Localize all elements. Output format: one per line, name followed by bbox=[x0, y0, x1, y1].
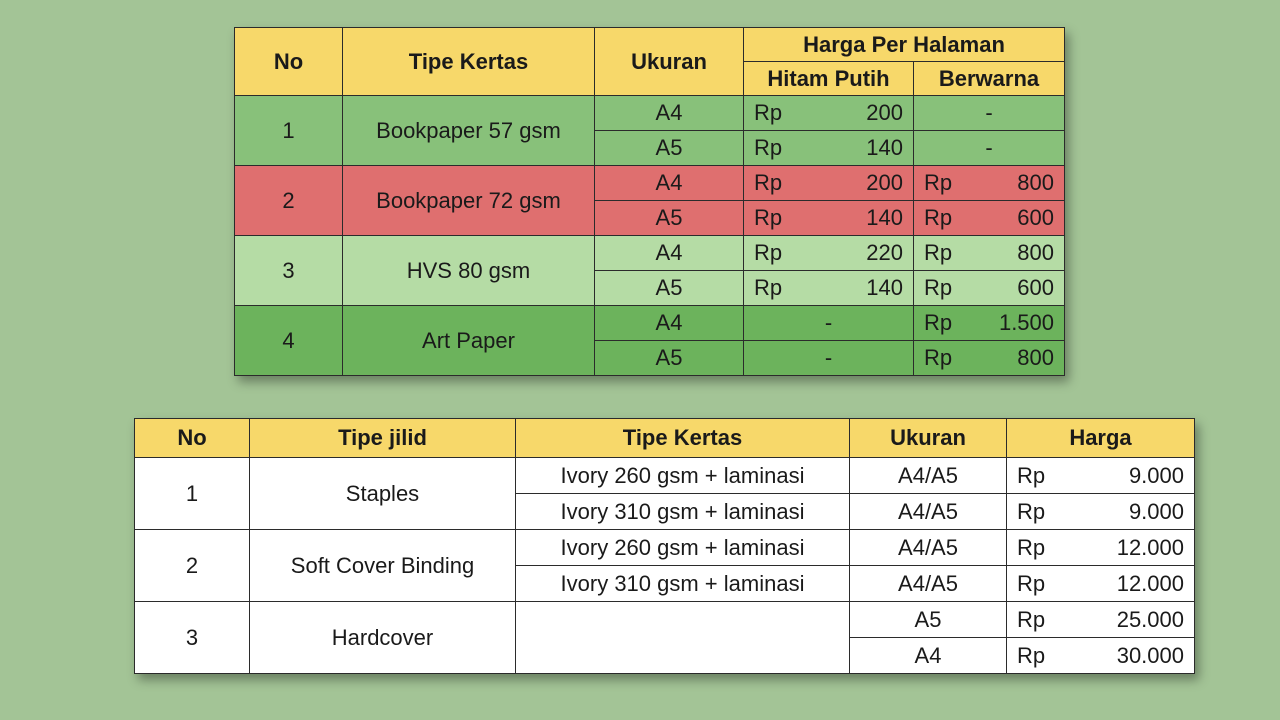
paper-type: Bookpaper 57 gsm bbox=[343, 96, 595, 166]
color-price: Rp 600 bbox=[914, 271, 1065, 306]
table-row bbox=[135, 602, 1195, 638]
price: Rp 9.000 bbox=[1007, 494, 1195, 530]
paper-type: Bookpaper 72 gsm bbox=[343, 166, 595, 236]
row-no: 1 bbox=[135, 458, 250, 530]
size: A4/A5 bbox=[850, 530, 1007, 566]
binding-type: Hardcover bbox=[250, 602, 516, 674]
header-no: No bbox=[135, 419, 250, 458]
binding-type: Soft Cover Binding bbox=[250, 530, 516, 602]
size: A4/A5 bbox=[850, 566, 1007, 602]
paper-type: Ivory 310 gsm + laminasi bbox=[516, 566, 850, 602]
row-no: 4 bbox=[235, 306, 343, 376]
header-binding-type: Tipe jilid bbox=[250, 419, 516, 458]
header-no: No bbox=[235, 28, 343, 96]
color-price: - bbox=[914, 131, 1065, 166]
bw-price: Rp 200 bbox=[744, 96, 914, 131]
table-row bbox=[235, 166, 1065, 201]
paper-type bbox=[516, 602, 850, 674]
binding-type: Staples bbox=[250, 458, 516, 530]
color-price: Rp 600 bbox=[914, 201, 1065, 236]
size: A4/A5 bbox=[850, 494, 1007, 530]
bw-price: - bbox=[744, 341, 914, 376]
header-paper-type: Tipe Kertas bbox=[516, 419, 850, 458]
row-no: 3 bbox=[235, 236, 343, 306]
color-price: Rp 1.500 bbox=[914, 306, 1065, 341]
row-no: 2 bbox=[135, 530, 250, 602]
table-row bbox=[235, 306, 1065, 341]
bw-price: Rp 200 bbox=[744, 166, 914, 201]
size: A5 bbox=[595, 201, 744, 236]
binding-price-table bbox=[134, 418, 1195, 674]
price: Rp 25.000 bbox=[1007, 602, 1195, 638]
color-price: Rp 800 bbox=[914, 166, 1065, 201]
paper-type: Ivory 260 gsm + laminasi bbox=[516, 458, 850, 494]
price: Rp 12.000 bbox=[1007, 530, 1195, 566]
paper-type: HVS 80 gsm bbox=[343, 236, 595, 306]
header-price-per-page: Harga Per Halaman bbox=[744, 28, 1065, 62]
color-price: Rp 800 bbox=[914, 341, 1065, 376]
header-paper-type: Tipe Kertas bbox=[343, 28, 595, 96]
bw-price: Rp 140 bbox=[744, 271, 914, 306]
header-size: Ukuran bbox=[595, 28, 744, 96]
row-no: 2 bbox=[235, 166, 343, 236]
size: A4 bbox=[595, 166, 744, 201]
paper-price-table bbox=[234, 27, 1065, 376]
size: A5 bbox=[595, 341, 744, 376]
row-no: 1 bbox=[235, 96, 343, 166]
price: Rp 12.000 bbox=[1007, 566, 1195, 602]
table-row bbox=[235, 236, 1065, 271]
paper-type: Ivory 260 gsm + laminasi bbox=[516, 530, 850, 566]
size: A4 bbox=[595, 96, 744, 131]
table-row bbox=[135, 530, 1195, 566]
price: Rp 30.000 bbox=[1007, 638, 1195, 674]
bw-price: Rp 140 bbox=[744, 131, 914, 166]
paper-type: Ivory 310 gsm + laminasi bbox=[516, 494, 850, 530]
bw-price: Rp 140 bbox=[744, 201, 914, 236]
bw-price: Rp 220 bbox=[744, 236, 914, 271]
color-price: Rp 800 bbox=[914, 236, 1065, 271]
header-color: Berwarna bbox=[914, 62, 1065, 96]
size: A5 bbox=[595, 271, 744, 306]
row-no: 3 bbox=[135, 602, 250, 674]
price: Rp 9.000 bbox=[1007, 458, 1195, 494]
header-price: Harga bbox=[1007, 419, 1195, 458]
paper-type: Art Paper bbox=[343, 306, 595, 376]
size: A4/A5 bbox=[850, 458, 1007, 494]
size: A4 bbox=[595, 306, 744, 341]
table-row bbox=[135, 458, 1195, 494]
size: A4 bbox=[850, 638, 1007, 674]
header-bw: Hitam Putih bbox=[744, 62, 914, 96]
size: A5 bbox=[850, 602, 1007, 638]
size: A5 bbox=[595, 131, 744, 166]
header-size: Ukuran bbox=[850, 419, 1007, 458]
size: A4 bbox=[595, 236, 744, 271]
bw-price: - bbox=[744, 306, 914, 341]
table-row bbox=[235, 96, 1065, 131]
color-price: - bbox=[914, 96, 1065, 131]
